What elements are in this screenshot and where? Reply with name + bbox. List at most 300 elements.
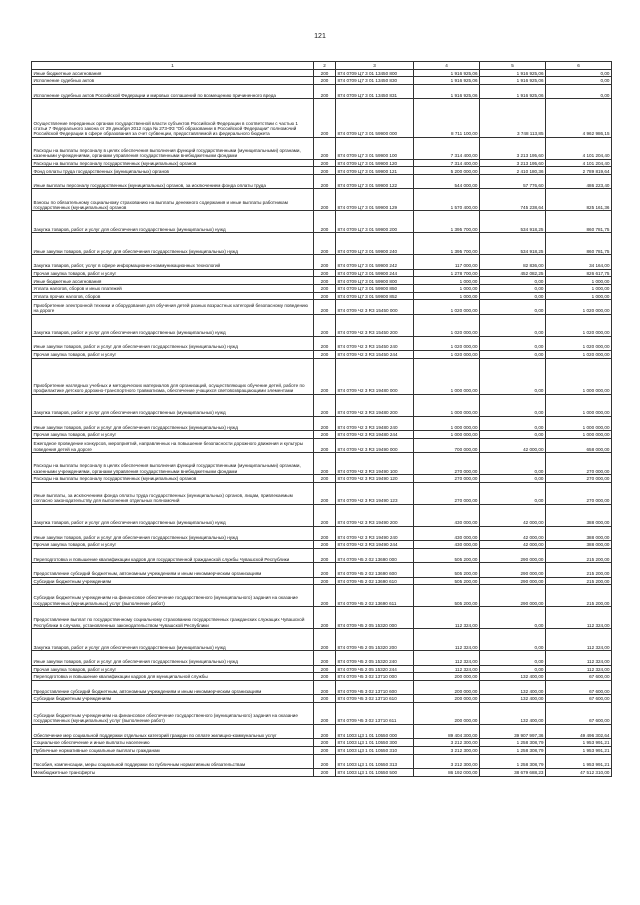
row-name-cell: Прочая закупка товаров, работ и услуг (32, 665, 314, 673)
row-code-cell: 200 (314, 137, 336, 159)
row-approved-cell: 7 314 400,00 (414, 159, 480, 167)
row-code-cell: 200 (314, 754, 336, 768)
row-name-cell: Закупка товаров, работ и услуг для обеспечения государственных (муниципальных) нужд (32, 505, 314, 527)
row-executed-cell: 290 000,00 (480, 563, 546, 577)
row-executed-cell: 0,00 (480, 417, 546, 431)
row-name-cell: Приобретение наглядных учебных и методических материалов для организаций, осуществляющих обучение детей, работе по профилактике детского дорожно-транспортного травматизма, обеспечение учащихся световозвращающими элементами (32, 358, 314, 394)
row-code-cell: 200 (314, 395, 336, 417)
row-kbk-cell: 874 0709 Ц7 3 01 59900 850 (336, 285, 414, 293)
row-executed-cell: 0,00 (480, 651, 546, 665)
row-name-cell: Предоставление субсидий бюджетным, автономным учреждениям и иным некоммерческим организациям (32, 680, 314, 694)
row-kbk-cell: 874 0709 Ч5 2 05 15320 244 (336, 665, 414, 673)
row-code-cell: 200 (314, 300, 336, 314)
table-row (32, 695, 612, 703)
row-name-cell: Публичные нормативные социальные выплаты гражданам (32, 746, 314, 754)
row-code-cell: 200 (314, 175, 336, 189)
table-body (32, 69, 612, 776)
row-name-cell: Расходы на выплаты персоналу государственных (муниципальных) органов (32, 159, 314, 167)
row-code-cell: 200 (314, 629, 336, 651)
row-unexecuted-cell: 4 101 204,40 (546, 159, 612, 167)
row-name-cell: Предоставление субсидий бюджетным, автономным учреждениям и иным некоммерческим организациям (32, 563, 314, 577)
row-approved-cell: 1 916 925,06 (414, 77, 480, 85)
row-name-cell: Закупка товаров, работ и услуг для обеспечения государственных (муниципальных) нужд (32, 395, 314, 417)
row-name-cell: Иные бюджетные ассигнования (32, 69, 314, 77)
row-name-cell: Иные выплаты, за исключением фонда оплаты труда государственных (муниципальных) органов, лицам, привлекаемым согласно законодательству для выполнения отдельных полномочий (32, 483, 314, 505)
row-unexecuted-cell: 270 000,00 (546, 475, 612, 483)
row-executed-cell: 132 400,00 (480, 702, 546, 724)
row-kbk-cell: 874 0709 Ч5 3 02 13710 611 (336, 702, 414, 724)
row-kbk-cell: 874 0709 Ц7 3 01 13450 830 (336, 77, 414, 85)
row-executed-cell: 290 000,00 (480, 549, 546, 563)
row-code-cell: 200 (314, 695, 336, 703)
row-kbk-cell: 874 0709 Ц7 3 01 59900 852 (336, 292, 414, 300)
row-name-cell: Уплата налогов, сборов и иных платежей (32, 285, 314, 293)
row-executed-cell: 0,00 (480, 358, 546, 394)
table-row (32, 673, 612, 681)
row-code-cell: 200 (314, 292, 336, 300)
row-executed-cell: 132 400,00 (480, 673, 546, 681)
row-unexecuted-cell: 215 200,00 (546, 577, 612, 585)
row-executed-cell: 0,00 (480, 285, 546, 293)
row-unexecuted-cell: 49 496 302,64 (546, 724, 612, 738)
row-code-cell: 200 (314, 746, 336, 754)
row-unexecuted-cell: 0,00 (546, 84, 612, 98)
row-code-cell: 200 (314, 417, 336, 431)
row-name-cell: Иные закупки товаров, работ и услуг для обеспечения государственных (муниципальных) нужд (32, 417, 314, 431)
row-approved-cell: 1 916 925,06 (414, 84, 480, 98)
row-kbk-cell: 874 0709 Ц7 3 01 13450 800 (336, 69, 414, 77)
row-executed-cell: 0,00 (480, 395, 546, 417)
row-executed-cell: 42 000,00 (480, 505, 546, 527)
table-row (32, 527, 612, 541)
row-code-cell: 200 (314, 233, 336, 255)
row-code-cell: 200 (314, 439, 336, 453)
row-unexecuted-cell: 0,00 (546, 77, 612, 85)
row-name-cell: Прочая закупка товаров, работ и услуг (32, 541, 314, 549)
row-approved-cell: 1 000 000,00 (414, 395, 480, 417)
table-header-row (32, 62, 612, 70)
row-approved-cell: 505 200,00 (414, 585, 480, 607)
table-row (32, 724, 612, 738)
table-row (32, 99, 612, 138)
row-code-cell: 200 (314, 702, 336, 724)
row-name-cell: Субсидии бюджетным учреждениям (32, 577, 314, 585)
row-unexecuted-cell: 4 962 986,15 (546, 99, 612, 138)
row-executed-cell: 290 000,00 (480, 577, 546, 585)
row-kbk-cell: 874 0709 Ч5 2 02 13690 610 (336, 577, 414, 585)
table-row (32, 702, 612, 724)
row-executed-cell: 0,00 (480, 300, 546, 314)
row-unexecuted-cell: 1 000 000,00 (546, 395, 612, 417)
row-code-cell: 200 (314, 563, 336, 577)
row-name-cell: Закупка товаров, работ и услуг для обеспечения государственных (муниципальных) нужд (32, 629, 314, 651)
row-approved-cell: 1 395 700,00 (414, 233, 480, 255)
row-executed-cell: 0,00 (480, 475, 546, 483)
row-kbk-cell: 874 0709 Ц7 3 01 59900 240 (336, 233, 414, 255)
row-executed-cell: 0,00 (480, 292, 546, 300)
row-name-cell: Фонд оплаты труда государственных (муниципальных) органов (32, 167, 314, 175)
row-executed-cell: 1 258 308,79 (480, 739, 546, 747)
row-unexecuted-cell: 1 000,00 (546, 277, 612, 285)
row-approved-cell: 200 000,00 (414, 695, 480, 703)
table-row (32, 336, 612, 350)
row-approved-cell: 1 020 000,00 (414, 336, 480, 350)
row-approved-cell: 1 000,00 (414, 292, 480, 300)
row-unexecuted-cell: 388 000,00 (546, 505, 612, 527)
row-unexecuted-cell: 825 161,36 (546, 189, 612, 211)
table-row (32, 300, 612, 314)
row-name-cell: Иные закупки товаров, работ и услуг для обеспечения государственных (муниципальных) нужд (32, 527, 314, 541)
row-executed-cell: 1 258 308,79 (480, 746, 546, 754)
row-kbk-cell: 874 0709 Ч2 3 R3 19490 120 (336, 475, 414, 483)
row-kbk-cell: 874 0709 Ч5 2 02 13690 600 (336, 563, 414, 577)
table-row (32, 77, 612, 85)
row-kbk-cell: 874 0709 Ч5 3 02 13710 000 (336, 673, 414, 681)
row-approved-cell: 112 324,00 (414, 629, 480, 651)
row-code-cell: 200 (314, 336, 336, 350)
row-unexecuted-cell: 270 000,00 (546, 483, 612, 505)
col-header-approved: 4 (414, 62, 480, 70)
row-name-cell: Переподготовка и повышение квалификации кадров для муниципальной службы (32, 673, 314, 681)
row-name-cell: Субсидии бюджетным учреждениям на финансовое обеспечение государственного (муниципального) задания на оказание государственных (муниципальных) услуг (выполнение работ) (32, 702, 314, 724)
row-kbk-cell: 874 0709 Ц7 3 01 59900 129 (336, 189, 414, 211)
row-name-cell: Закупка товаров, работ, услуг в сфере информационно-коммуникационных технологий (32, 255, 314, 269)
row-unexecuted-cell: 270 000,00 (546, 453, 612, 475)
col-header-code: 2 (314, 62, 336, 70)
row-code-cell: 200 (314, 167, 336, 175)
row-name-cell: Социальное обеспечение и иные выплаты населению (32, 739, 314, 747)
row-name-cell: Расходы на выплаты персоналу государственных (муниципальных) органов (32, 475, 314, 483)
table-row (32, 629, 612, 651)
table-row (32, 233, 612, 255)
row-unexecuted-cell: 67 600,00 (546, 695, 612, 703)
row-name-cell: Закупка товаров, работ и услуг для обеспечения государственных (муниципальных) нужд (32, 211, 314, 233)
row-name-cell: Межбюджетные трансферты (32, 768, 314, 776)
row-unexecuted-cell: 67 600,00 (546, 680, 612, 694)
col-header-kbk: 3 (336, 62, 414, 70)
row-approved-cell: 200 000,00 (414, 702, 480, 724)
row-executed-cell: 3 213 195,60 (480, 137, 546, 159)
table-row (32, 475, 612, 483)
table-row (32, 175, 612, 189)
row-name-cell: Пособия, компенсации, меры социальной поддержки по публичным нормативным обязательствам (32, 754, 314, 768)
row-approved-cell: 5 200 000,00 (414, 167, 480, 175)
row-code-cell: 200 (314, 69, 336, 77)
table-row (32, 577, 612, 585)
row-name-cell: Закупка товаров, работ и услуг для обеспечения государственных (муниципальных) нужд (32, 314, 314, 336)
row-approved-cell: 1 020 000,00 (414, 300, 480, 314)
row-kbk-cell: 874 0709 Ч2 3 R3 19480 200 (336, 395, 414, 417)
table-row (32, 351, 612, 359)
row-name-cell: Осуществление переданных органам государственной власти субъектов Российской Федерации в соответствии с частью 1 статьи 7 Федерального закона от 29 декабря 2012 года № 273-ФЗ "Об образовании в Российской Федерации" полномочий Российской Федерации в сфере образования за счет субвенции, предоставляемой из федерального бюджета (32, 99, 314, 138)
row-executed-cell: 3 213 195,60 (480, 159, 546, 167)
row-code-cell: 200 (314, 269, 336, 277)
row-approved-cell: 1 000 000,00 (414, 358, 480, 394)
row-approved-cell: 89 404 300,00 (414, 724, 480, 738)
row-unexecuted-cell: 860 781,75 (546, 233, 612, 255)
table-row (32, 746, 612, 754)
row-unexecuted-cell: 388 000,00 (546, 541, 612, 549)
row-executed-cell: 0,00 (480, 336, 546, 350)
row-unexecuted-cell: 826 617,75 (546, 269, 612, 277)
row-approved-cell: 1 000,00 (414, 285, 480, 293)
row-unexecuted-cell: 215 200,00 (546, 563, 612, 577)
page-number: 121 (314, 33, 326, 40)
row-executed-cell: 132 400,00 (480, 695, 546, 703)
row-kbk-cell: 874 0709 Ч2 3 R3 15450 240 (336, 336, 414, 350)
row-approved-cell: 112 324,00 (414, 651, 480, 665)
row-unexecuted-cell: 34 164,00 (546, 255, 612, 269)
row-approved-cell: 117 000,00 (414, 255, 480, 269)
row-unexecuted-cell: 1 020 000,00 (546, 300, 612, 314)
row-approved-cell: 270 000,00 (414, 453, 480, 475)
row-kbk-cell: 874 0709 Ц7 3 01 59900 200 (336, 211, 414, 233)
row-name-cell: Прочая закупка товаров, работ и услуг (32, 351, 314, 359)
row-unexecuted-cell: 215 200,00 (546, 549, 612, 563)
table-row (32, 439, 612, 453)
row-kbk-cell: 874 0709 Ч2 3 R3 19490 100 (336, 453, 414, 475)
row-executed-cell: 0,00 (480, 453, 546, 475)
row-unexecuted-cell: 1 020 000,00 (546, 314, 612, 336)
row-approved-cell: 3 212 300,00 (414, 754, 480, 768)
row-kbk-cell: 874 0709 Ц7 3 01 59900 120 (336, 159, 414, 167)
row-code-cell: 200 (314, 680, 336, 694)
row-unexecuted-cell: 112 324,00 (546, 651, 612, 665)
row-code-cell: 200 (314, 358, 336, 394)
row-code-cell: 200 (314, 277, 336, 285)
row-executed-cell: 452 082,25 (480, 269, 546, 277)
col-header-name: 1 (32, 62, 314, 70)
row-code-cell: 200 (314, 768, 336, 776)
table-row (32, 159, 612, 167)
row-name-cell: Переподготовка и повышение квалификации кадров для государственной гражданской службы Чувашской Республики (32, 549, 314, 563)
row-executed-cell: 534 918,25 (480, 233, 546, 255)
table-row (32, 395, 612, 417)
row-kbk-cell: 874 1003 Ц3 1 01 10550 500 (336, 768, 414, 776)
row-code-cell: 200 (314, 77, 336, 85)
row-executed-cell: 0,00 (480, 351, 546, 359)
table-row (32, 665, 612, 673)
row-executed-cell: 0,00 (480, 431, 546, 439)
table-row (32, 680, 612, 694)
row-approved-cell: 7 314 400,00 (414, 137, 480, 159)
row-kbk-cell: 874 0709 Ч5 2 05 15320 240 (336, 651, 414, 665)
row-code-cell: 200 (314, 505, 336, 527)
table-row (32, 505, 612, 527)
row-kbk-cell: 874 0709 Ч2 3 R3 19490 240 (336, 527, 414, 541)
row-unexecuted-cell: 486 223,40 (546, 175, 612, 189)
row-code-cell: 200 (314, 651, 336, 665)
row-unexecuted-cell: 1 000,00 (546, 285, 612, 293)
row-executed-cell: 132 400,00 (480, 680, 546, 694)
row-kbk-cell: 874 0709 Ч2 3 R3 15450 000 (336, 300, 414, 314)
row-code-cell: 200 (314, 739, 336, 747)
row-kbk-cell: 874 0709 Ч5 3 02 13710 610 (336, 695, 414, 703)
row-code-cell: 200 (314, 453, 336, 475)
row-kbk-cell: 874 1003 Ц3 1 01 10550 000 (336, 724, 414, 738)
row-unexecuted-cell: 1 953 991,21 (546, 746, 612, 754)
row-executed-cell: 1 258 308,79 (480, 754, 546, 768)
row-code-cell: 200 (314, 431, 336, 439)
row-executed-cell: 0,00 (480, 483, 546, 505)
table-row (32, 269, 612, 277)
row-unexecuted-cell: 112 324,00 (546, 665, 612, 673)
row-approved-cell: 505 200,00 (414, 577, 480, 585)
row-name-cell: Уплата прочих налогов, сборов (32, 292, 314, 300)
table-row (32, 585, 612, 607)
row-approved-cell: 1 020 000,00 (414, 351, 480, 359)
row-approved-cell: 430 000,00 (414, 505, 480, 527)
row-unexecuted-cell: 215 200,00 (546, 585, 612, 607)
table-row (32, 69, 612, 77)
row-executed-cell: 42 000,00 (480, 527, 546, 541)
row-kbk-cell: 874 1003 Ц3 1 01 10550 310 (336, 746, 414, 754)
row-code-cell: 200 (314, 255, 336, 269)
row-code-cell: 200 (314, 211, 336, 233)
table-row (32, 739, 612, 747)
row-name-cell: Прочая закупка товаров, работ и услуг (32, 269, 314, 277)
row-executed-cell: 82 836,00 (480, 255, 546, 269)
row-unexecuted-cell: 112 324,00 (546, 607, 612, 629)
row-approved-cell: 700 000,00 (414, 439, 480, 453)
table-row (32, 541, 612, 549)
row-approved-cell: 270 000,00 (414, 475, 480, 483)
row-unexecuted-cell: 1 953 991,21 (546, 739, 612, 747)
row-name-cell: Иные закупки товаров, работ и услуг для обеспечения государственных (муниципальных) нужд (32, 233, 314, 255)
row-unexecuted-cell: 67 600,00 (546, 702, 612, 724)
row-unexecuted-cell: 1 953 991,21 (546, 754, 612, 768)
row-kbk-cell: 874 0709 Ч2 3 R3 19480 000 (336, 358, 414, 394)
row-unexecuted-cell: 67 600,00 (546, 673, 612, 681)
row-unexecuted-cell: 47 512 310,00 (546, 768, 612, 776)
row-kbk-cell: 874 0709 Ч5 2 02 13690 611 (336, 585, 414, 607)
row-executed-cell: 2 410 180,36 (480, 167, 546, 175)
row-name-cell: Ежегодное проведение конкурсов, мероприятий, направленных на повышение безопасности дорожного движения и культуры поведения детей на дороге (32, 439, 314, 453)
row-code-cell: 200 (314, 541, 336, 549)
row-kbk-cell: 874 0709 Ц7 3 01 59900 800 (336, 277, 414, 285)
row-approved-cell: 544 000,00 (414, 175, 480, 189)
table-row (32, 563, 612, 577)
row-executed-cell: 38 679 688,23 (480, 768, 546, 776)
row-code-cell: 200 (314, 665, 336, 673)
row-kbk-cell: 874 1003 Ц3 1 01 10550 313 (336, 754, 414, 768)
row-unexecuted-cell: 388 000,00 (546, 527, 612, 541)
row-kbk-cell: 874 0709 Ч5 2 05 15320 200 (336, 629, 414, 651)
row-executed-cell: 39 907 997,36 (480, 724, 546, 738)
row-code-cell: 200 (314, 483, 336, 505)
row-kbk-cell: 874 0709 Ц7 3 01 59900 100 (336, 137, 414, 159)
row-approved-cell: 86 192 000,00 (414, 768, 480, 776)
row-unexecuted-cell: 1 000 000,00 (546, 358, 612, 394)
table-row (32, 768, 612, 776)
row-name-cell: Иные закупки товаров, работ и услуг для обеспечения государственных (муниципальных) нужд (32, 336, 314, 350)
row-kbk-cell: 874 0709 Ч5 2 02 13690 000 (336, 549, 414, 563)
row-executed-cell: 534 918,25 (480, 211, 546, 233)
row-approved-cell: 3 212 300,00 (414, 746, 480, 754)
row-code-cell: 200 (314, 84, 336, 98)
table-row (32, 549, 612, 563)
row-unexecuted-cell: 2 789 819,64 (546, 167, 612, 175)
table-row (32, 483, 612, 505)
row-executed-cell: 745 238,64 (480, 189, 546, 211)
row-kbk-cell: 874 0709 Ч2 3 R3 19490 000 (336, 439, 414, 453)
row-approved-cell: 270 000,00 (414, 483, 480, 505)
row-code-cell: 200 (314, 527, 336, 541)
row-executed-cell: 0,00 (480, 277, 546, 285)
row-kbk-cell: 874 0709 Ц7 3 01 13450 831 (336, 84, 414, 98)
table-row (32, 84, 612, 98)
row-name-cell: Приобретение электронной техники и оборудования для обучения детей разных возрастных категорий безопасному поведению на дороге (32, 300, 314, 314)
row-name-cell: Исполнение судебных актов Российской Федерации и мировых соглашений по возмещению причиненного вреда (32, 84, 314, 98)
row-executed-cell: 1 916 925,06 (480, 77, 546, 85)
table-row (32, 255, 612, 269)
row-unexecuted-cell: 4 101 204,40 (546, 137, 612, 159)
row-kbk-cell: 874 0709 Ч2 3 R3 19490 123 (336, 483, 414, 505)
row-name-cell: Предоставление выплат по государственному социальному страхованию государственных гражданских служащих Чувашской Республики в случаях, установленных законодательством Чувашской Республики (32, 607, 314, 629)
row-kbk-cell: 874 0709 Ч5 3 02 13710 600 (336, 680, 414, 694)
row-executed-cell: 0,00 (480, 665, 546, 673)
table-row (32, 211, 612, 233)
row-name-cell: Взносы по обязательному социальному страхованию на выплаты денежного содержания и иные выплаты работникам государственных (муниципальных) органов (32, 189, 314, 211)
table-row (32, 453, 612, 475)
row-executed-cell: 0,00 (480, 314, 546, 336)
row-kbk-cell: 874 0709 Ц7 3 01 59900 122 (336, 175, 414, 189)
row-approved-cell: 505 200,00 (414, 549, 480, 563)
row-name-cell: Иные бюджетные ассигнования (32, 277, 314, 285)
row-approved-cell: 1 916 925,06 (414, 69, 480, 77)
row-kbk-cell: 874 0709 Ц7 3 01 59900 000 (336, 99, 414, 138)
row-approved-cell: 430 000,00 (414, 541, 480, 549)
row-executed-cell: 1 916 925,06 (480, 84, 546, 98)
row-executed-cell: 42 000,00 (480, 541, 546, 549)
table-row (32, 277, 612, 285)
row-unexecuted-cell: 0,00 (546, 69, 612, 77)
row-unexecuted-cell: 1 000 000,00 (546, 417, 612, 431)
row-code-cell: 200 (314, 285, 336, 293)
row-executed-cell: 0,00 (480, 607, 546, 629)
row-executed-cell: 42 000,00 (480, 439, 546, 453)
row-unexecuted-cell: 860 781,75 (546, 211, 612, 233)
row-unexecuted-cell: 658 000,00 (546, 439, 612, 453)
row-approved-cell: 200 000,00 (414, 680, 480, 694)
row-approved-cell: 112 324,00 (414, 607, 480, 629)
row-kbk-cell: 874 1003 Ц3 1 01 10550 300 (336, 739, 414, 747)
row-approved-cell: 505 200,00 (414, 563, 480, 577)
table-row (32, 607, 612, 629)
row-name-cell: Субсидии бюджетным учреждениям (32, 695, 314, 703)
row-unexecuted-cell: 112 324,00 (546, 629, 612, 651)
row-kbk-cell: 874 0709 Ч2 3 R3 19490 244 (336, 541, 414, 549)
table-row (32, 754, 612, 768)
row-kbk-cell: 874 0709 Ч2 3 R3 15450 244 (336, 351, 414, 359)
row-name-cell: Исполнение судебных актов (32, 77, 314, 85)
table-row (32, 137, 612, 159)
table-row (32, 358, 612, 394)
row-code-cell: 200 (314, 577, 336, 585)
row-executed-cell: 1 916 925,06 (480, 69, 546, 77)
row-name-cell: Иные выплаты персоналу государственных (муниципальных) органов, за исключением фонда оплаты труда (32, 175, 314, 189)
row-code-cell: 200 (314, 351, 336, 359)
row-approved-cell: 1 570 400,00 (414, 189, 480, 211)
row-kbk-cell: 874 0709 Ц7 3 01 59900 121 (336, 167, 414, 175)
row-name-cell: Расходы на выплаты персоналу в целях обеспечения выполнения функций государственными (муниципальными) органами, казенными учреждениями, органами управления государственными внебюджетными фондами (32, 137, 314, 159)
table-row (32, 417, 612, 431)
row-unexecuted-cell: 1 000 000,00 (546, 431, 612, 439)
row-approved-cell: 3 212 300,00 (414, 739, 480, 747)
row-approved-cell: 1 000,00 (414, 277, 480, 285)
row-kbk-cell: 874 0709 Ч2 3 R3 15450 200 (336, 314, 414, 336)
row-executed-cell: 3 748 113,85 (480, 99, 546, 138)
